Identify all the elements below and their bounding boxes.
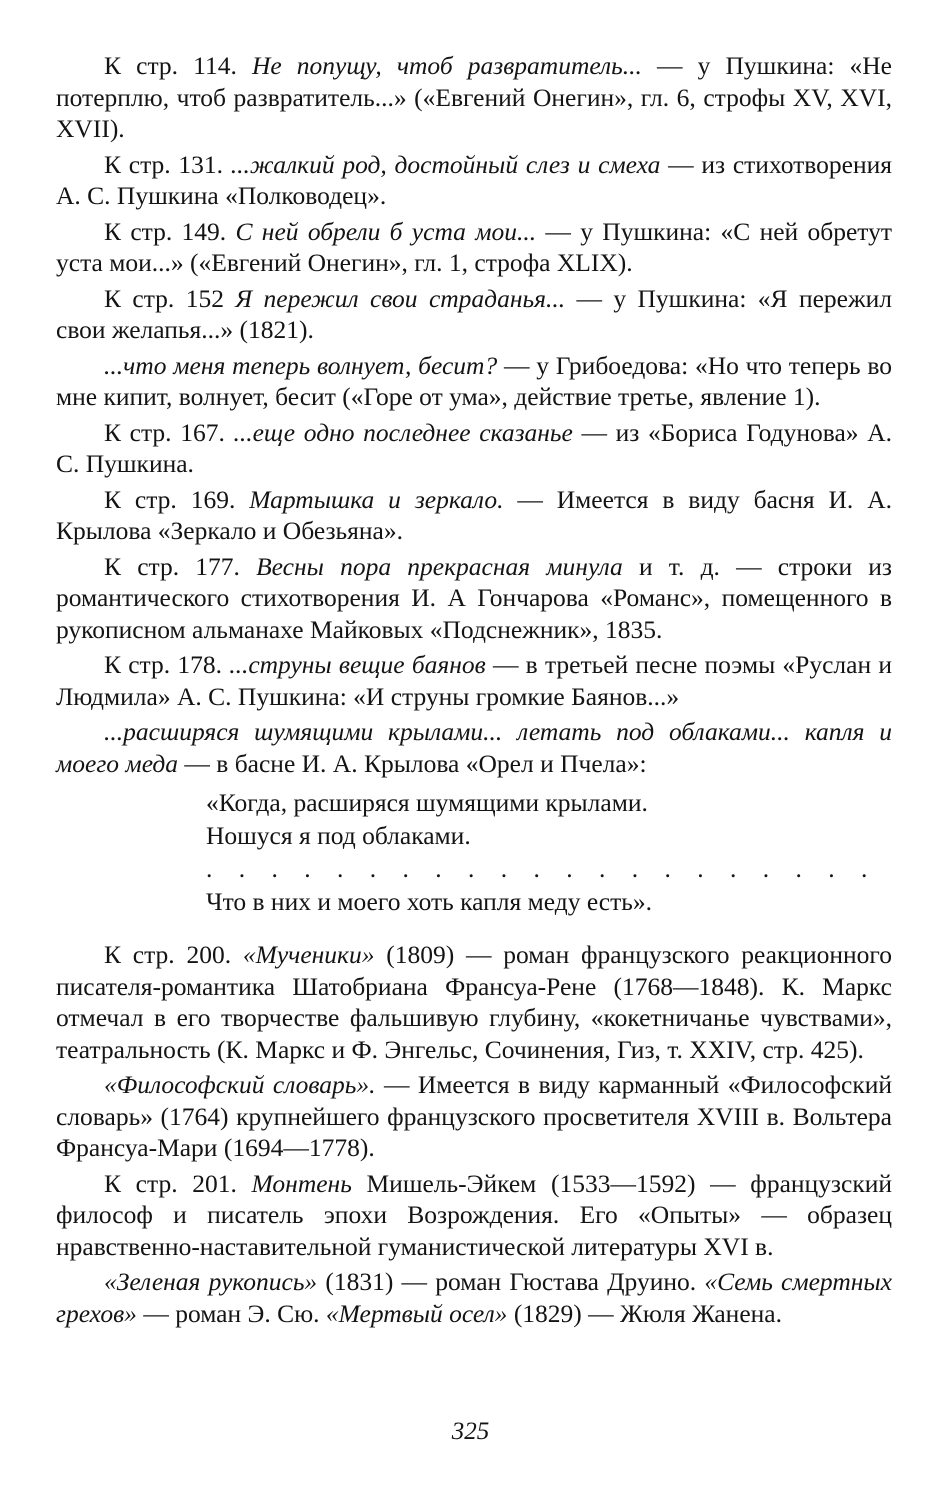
note-quote: «Мертвый осел» bbox=[325, 1298, 508, 1328]
note-114 bbox=[56, 50, 892, 145]
note-quote: Монтень bbox=[251, 1168, 352, 1198]
poem-quote bbox=[206, 787, 892, 919]
note-quote: ...расширяся шумящими крылами... летать под облаками... капля и моего меда bbox=[56, 717, 892, 778]
note-ref: К стр. 200. bbox=[104, 940, 243, 969]
note-quote: С ней обрели б уста мои... bbox=[235, 216, 537, 246]
note-ref: К стр. 177. bbox=[104, 551, 257, 581]
note-novels bbox=[56, 1266, 892, 1329]
poem-line: «Когда, расширяся шумящими крылами. bbox=[206, 788, 648, 817]
note-quote: ...еще одно последнее сказанье bbox=[233, 417, 573, 447]
note-griboedov bbox=[56, 350, 892, 413]
note-voltaire bbox=[56, 1069, 892, 1164]
note-text: Мишель-Эйкем (1533—1592) — французский философ и писатель эпохи Возрождения. Его «Опыты» — образец нравственно-наставительной гуманистической литературы XVI в. bbox=[56, 1168, 892, 1261]
note-149 bbox=[56, 216, 892, 279]
note-text: — Имеется в виду карманный «Философский словарь» (1764) крупнейшего французского просветителя XVIII в. Вольтера Франсуа-Мари (1694—1778). bbox=[56, 1070, 892, 1162]
note-quote: Я пережил свои страданья... bbox=[235, 283, 566, 313]
note-quote: «Семь смертных грехов» bbox=[56, 1267, 892, 1328]
note-quote: «Зеленая рукопись» bbox=[104, 1267, 318, 1296]
note-text: — у Пушкина: «С ней обретут уста мои...» («Евгений Онегин», гл. 1, строфа XLIX). bbox=[56, 216, 892, 277]
note-quote: «Философский словарь». bbox=[104, 1070, 376, 1099]
page-body bbox=[56, 50, 892, 1333]
poem-line: Ношуся я под облаками. bbox=[206, 821, 471, 850]
note-177 bbox=[56, 551, 892, 646]
poem-line: Что в них и моего хоть капля меду есть». bbox=[206, 887, 653, 916]
note-131 bbox=[56, 149, 892, 212]
note-quote: «Мученики» bbox=[242, 940, 375, 969]
note-text: — у Грибоедова: «Но что теперь во мне кипит, волнует, бесит («Горе от ума», действие третье, явление 1). bbox=[56, 350, 892, 411]
note-text: (1809) — роман французского реакционного писателя-романтика Шатобриана Франсуа-Рене (1768—1848). К. Маркс отмечал в его творчестве фальшивую глубину, «кокетничанье чувствами», театральность (К. Маркс и Ф. Энгельс, Сочинения, Гиз, т. XXIV, стр. 425). bbox=[56, 940, 892, 1064]
note-ref: К стр. 201. bbox=[104, 1168, 252, 1198]
note-ref: К стр. 131. bbox=[104, 149, 231, 179]
note-152 bbox=[56, 283, 892, 346]
note-ref: К стр. 149. bbox=[104, 216, 236, 246]
note-krylov bbox=[56, 716, 892, 779]
note-text: — у Пушкина: «Я пережил свои желапья...» (1821). bbox=[56, 283, 892, 344]
note-ref: К стр. 169. bbox=[104, 484, 250, 514]
note-text: — у Пушкина: «Не потерплю, чтоб развратитель...» («Евгений Онегин», гл. 6, строфы XV, XVI, XVII). bbox=[56, 51, 893, 143]
note-text: (1829) — Жюля Жанена. bbox=[507, 1298, 782, 1328]
note-200 bbox=[56, 939, 892, 1065]
note-ref: К стр. 114. bbox=[104, 51, 252, 80]
note-quote: Мартышка и зеркало. bbox=[249, 484, 504, 514]
note-text: — в басне И. А. Крылова «Орел и Пчела»: bbox=[178, 748, 647, 778]
note-text: — из «Бориса Годунова» А. С. Пушкина. bbox=[56, 417, 892, 478]
note-169 bbox=[56, 484, 892, 547]
note-text: — роман Э. Сю. bbox=[136, 1298, 326, 1328]
page-number: 325 bbox=[451, 1418, 490, 1445]
note-text: и т. д. — строки из романтического стихотворения И. А Гончарова «Романс», помещенного в рукописном альманахе Майковых «Подснежник», 1835. bbox=[56, 551, 893, 644]
note-text: (1831) — роман Гюстава Друино. bbox=[317, 1267, 705, 1296]
note-quote: ...жалкий род, достойный слез и смеха bbox=[230, 149, 661, 179]
note-text: — из стихотворения А. С. Пушкина «Полководец». bbox=[56, 149, 892, 210]
note-quote: Весны пора прекрасная минула bbox=[256, 551, 623, 581]
note-text: — в третьей песне поэмы «Руслан и Людмила» А. С. Пушкина: «И струны громкие Баянов...» bbox=[56, 650, 892, 711]
note-ref: К стр. 178. bbox=[104, 650, 230, 679]
note-quote: ...что меня теперь волнует, бесит? bbox=[104, 350, 498, 380]
note-text: — Имеется в виду басня И. А. Крылова «Зеркало и Обезьяна». bbox=[56, 484, 892, 545]
note-ref: К стр. 167. bbox=[104, 417, 234, 447]
note-ref: К стр. 152 bbox=[104, 283, 236, 313]
poem-ellipsis: . . . . . . . . . . . . . . . . . . . . . bbox=[206, 854, 878, 883]
note-quote: Не попущу, чтоб развратитель... bbox=[251, 51, 642, 80]
note-quote: ...струны вещие баянов bbox=[229, 650, 486, 679]
note-167 bbox=[56, 417, 892, 480]
note-201 bbox=[56, 1168, 892, 1263]
note-178 bbox=[56, 649, 892, 712]
